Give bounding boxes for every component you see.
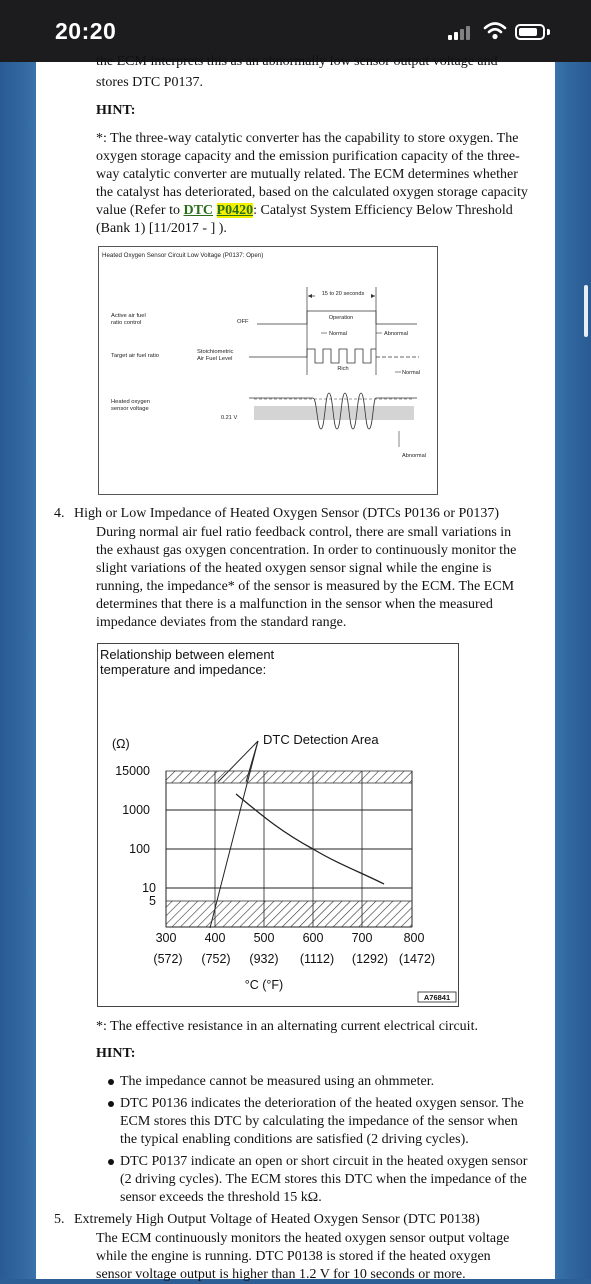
- row-label: ratio control: [111, 320, 142, 326]
- x-tick-f: (1112): [299, 952, 335, 966]
- operation-label: Operation: [328, 315, 354, 321]
- x-tick-f: (572): [153, 952, 183, 966]
- item-line: slight variations of the heated oxygen sensor signal while the engine is: [96, 561, 492, 576]
- x-tick: 800: [403, 931, 425, 945]
- x-tick-f: (1472): [398, 952, 436, 966]
- abnormal-label: Abnormal: [384, 331, 408, 337]
- normal-label: Normal: [402, 370, 421, 376]
- row-label: Heated oxygen: [111, 399, 150, 405]
- row-label: Active air fuel: [111, 313, 146, 319]
- hint-line: the catalyst has deteriorated, based on the calculated oxygen storage capacity: [96, 185, 528, 200]
- hint-line: *: The three-way catalytic converter has the capability to store oxygen. The: [96, 131, 519, 146]
- stoich-label: Air Fuel Level: [197, 356, 233, 362]
- x-unit: °C (°F): [244, 978, 284, 992]
- voltage-label: 0.21 V: [221, 415, 238, 421]
- x-tick: 600: [302, 931, 324, 945]
- scroll-indicator[interactable]: [584, 285, 588, 337]
- item-number: 4.: [54, 506, 65, 521]
- dtc-p0420-link[interactable]: P0420: [216, 203, 254, 218]
- partial-line: the ECM interprets this as an abnormally low sensor output voltage and: [96, 54, 498, 69]
- y-tick: 15000: [115, 764, 150, 778]
- cellular-signal-icon: [448, 26, 470, 40]
- item-heading: High or Low Impedance of Heated Oxygen Sensor (DTCs P0136 or P0137): [74, 506, 499, 521]
- y-tick: 100: [129, 842, 150, 856]
- hint-title: HINT:: [96, 1046, 136, 1061]
- x-tick-f: (932): [249, 952, 279, 966]
- hint-title: HINT:: [96, 103, 136, 118]
- battery-tip: [547, 29, 550, 35]
- y-tick: 1000: [122, 803, 150, 817]
- row-label: sensor voltage: [111, 406, 149, 412]
- chart-title: temperature and impedance:: [100, 662, 267, 677]
- hint-bullet: ECM stores this DTC by calculating the impedance of the sensor when: [120, 1114, 518, 1129]
- hint-bullet: the typical enabling conditions are satisfied (2 driving cycles).: [120, 1132, 469, 1147]
- y-tick: 10: [142, 881, 156, 895]
- x-tick: 500: [253, 931, 275, 945]
- impedance-chart: [97, 643, 459, 1007]
- status-time: 20:20: [55, 18, 117, 44]
- item-number: 5.: [54, 1212, 65, 1227]
- hint-line: oxygen storage capacity and the emission purification capacity of the three-: [96, 149, 520, 164]
- footnote: *: The effective resistance in an alternating current electrical circuit.: [96, 1019, 478, 1034]
- hint-line: value (Refer to DTC P0420: Catalyst System Efficiency Below Threshold: [96, 203, 513, 218]
- status-bar: [0, 0, 591, 62]
- item-line: During normal air fuel ratio feedback control, there are small variations in: [96, 525, 512, 540]
- item-line: while the engine is running. DTC P0138 is stored if the heated oxygen: [96, 1249, 491, 1264]
- hint-line: way catalytic converter are mutually related. The ECM determines whether: [96, 167, 518, 182]
- item-line: sensor voltage output is higher than 1.2 V for 10 seconds or more.: [96, 1267, 466, 1282]
- intro-text: stores DTC P0137.: [96, 75, 203, 90]
- hint-bullet: sensor exceeds the threshold 15 kΩ.: [120, 1190, 322, 1205]
- off-label: OFF: [237, 319, 249, 325]
- hint-bullet: (2 driving cycles). The ECM stores this DTC when the impedance of the: [120, 1172, 527, 1187]
- normal-label: Normal: [329, 331, 348, 337]
- item-line: impedance deviates from the standard range.: [96, 615, 347, 630]
- background-left: [0, 0, 36, 1279]
- item-line: running, the impedance* of the sensor is measured by the ECM. The ECM: [96, 579, 515, 594]
- diagram-title: Heated Oxygen Sensor Circuit Low Voltage (P0137: Open): [102, 252, 264, 259]
- wifi-icon: [483, 22, 507, 45]
- background-right: [555, 0, 591, 1279]
- item-line: determines that there is a malfunction in the sensor when the measured: [96, 597, 493, 612]
- row-label: Target air fuel ratio: [111, 353, 160, 359]
- hint-line: (Bank 1) [11/2017 - ] ).: [96, 221, 227, 236]
- abnormal-label: Abnormal: [402, 453, 426, 459]
- document-page: [36, 54, 555, 1282]
- dtc-area-label: DTC Detection Area: [263, 732, 379, 747]
- y-tick: 5: [149, 894, 156, 908]
- hint-bullet: DTC P0136 indicates the deterioration of the heated oxygen sensor. The: [120, 1096, 524, 1111]
- dtc-link[interactable]: DTC: [183, 203, 214, 218]
- figure-id: A76841: [423, 993, 451, 1002]
- bullet-dot: [108, 1101, 114, 1107]
- item-line: The ECM continuously monitors the heated oxygen sensor output voltage: [96, 1231, 510, 1246]
- battery-icon: [515, 24, 545, 40]
- chart-title: Relationship between element: [100, 647, 275, 662]
- item-heading: Extremely High Output Voltage of Heated Oxygen Sensor (DTC P0138): [74, 1212, 480, 1227]
- stoich-label: Stoichiometric: [197, 349, 234, 355]
- bullet-dot: [108, 1159, 114, 1165]
- bullet-dot: [108, 1079, 114, 1085]
- rich-label: Rich: [337, 366, 349, 372]
- hint-bullet: The impedance cannot be measured using an ohmmeter.: [120, 1074, 435, 1089]
- x-tick: 300: [155, 931, 177, 945]
- x-tick-f: (752): [201, 952, 231, 966]
- item-line: the exhaust gas oxygen concentration. In order to continuously monitor the: [96, 543, 517, 558]
- hint-bullet: DTC P0137 indicate an open or short circuit in the heated oxygen sensor: [120, 1154, 528, 1169]
- x-tick: 400: [204, 931, 226, 945]
- x-tick-f: (1292): [351, 952, 389, 966]
- timing-diagram: [98, 246, 438, 495]
- y-unit: (Ω): [112, 737, 130, 751]
- x-tick: 700: [351, 931, 373, 945]
- duration-label: 15 to 20 seconds: [321, 291, 365, 297]
